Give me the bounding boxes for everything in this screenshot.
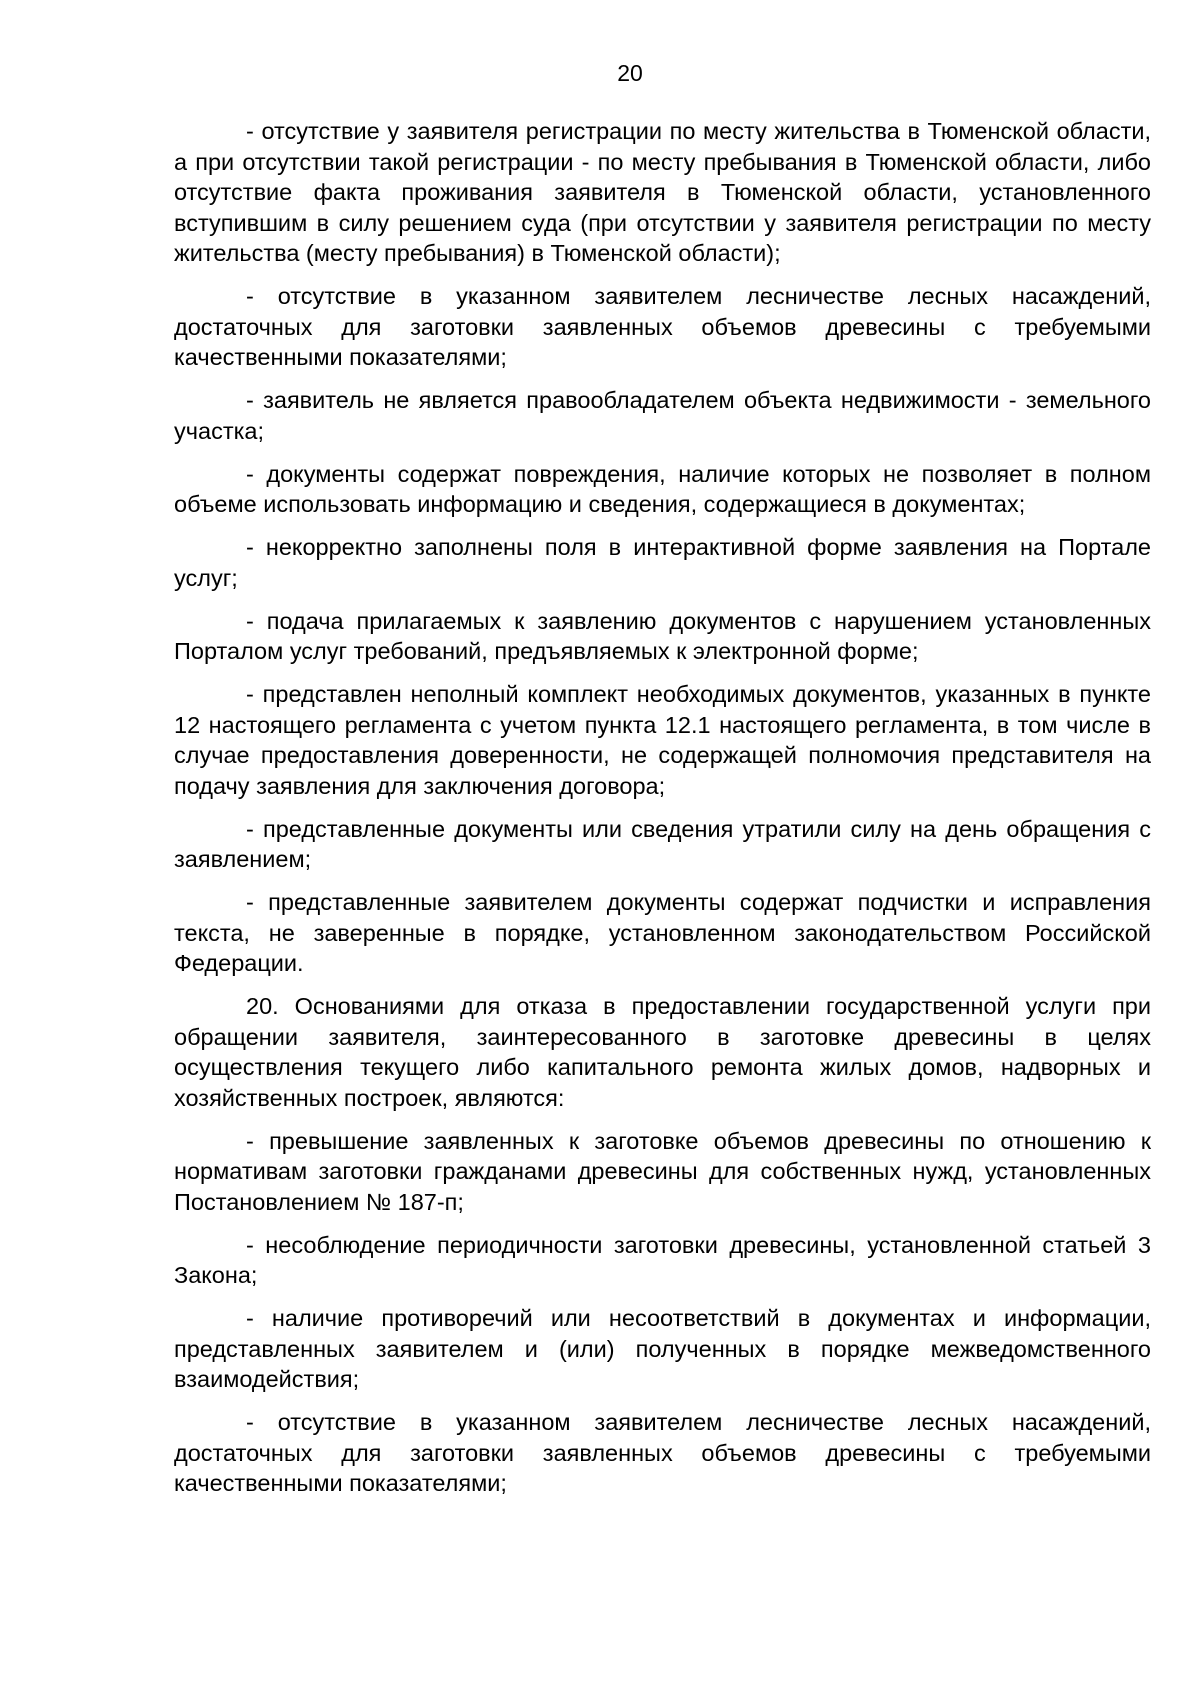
paragraph-altered-documents: - представленные заявителем документы содержат подчистки и исправления текста, не заверенные в порядке, установленном законодательством Российской Федерации. [174,889,1151,976]
paragraph-no-forest-stands: - отсутствие в указанном заявителем лесничестве лесных насаждений, достаточных для заготовки заявленных объемов древесины с требуемыми качественными показателями; [174,283,1151,370]
paragraph-format-violation: - подача прилагаемых к заявлению документов с нарушением установленных Порталом услуг требований, предъявляемых к электронной форме; [174,607,1151,664]
paragraph-contradictions: - наличие противоречий или несоответствий в документах и информации, представленных заявителем и (или) полученных в порядке межведомственного взаимодействия; [174,1305,1151,1392]
paragraph-no-forest-stands-repeat: - отсутствие в указанном заявителем лесничестве лесных насаждений, достаточных для заготовки заявленных объемов древесины с требуемыми качественными показателями; [174,1409,1151,1496]
paragraph-not-rights-holder: - заявитель не является правообладателем объекта недвижимости - земельного участка; [174,387,1151,444]
paragraph-incomplete-documents: - представлен неполный комплект необходимых документов, указанных в пункте 12 настоящего регламента с учетом пункта 12.1 настоящего регламента, в том числе в случае предоставления доверенности, не содержащей полномочия представителя на подачу заявления для заключения договора; [174,681,1151,799]
page-number: 20 [617,60,643,86]
paragraph-section-20: 20. Основаниями для отказа в предоставлении государственной услуги при обращении заявителя, заинтересованного в заготовке древесины в целях осуществления текущего либо капитального ремонта жилых домов, надворных и хозяйственных построек, являются: [174,993,1151,1111]
paragraph-incorrect-form-fields: - некорректно заполнены поля в интерактивной форме заявления на Портале услуг; [174,534,1151,591]
document-body [174,116,1151,1511]
paragraph-no-registration: - отсутствие у заявителя регистрации по месту жительства в Тюменской области, а при отсутствии такой регистрации - по месту пребывания в Тюменской области, либо отсутствие факта проживания заявителя в Тюменской области, установленного вступившим в силу решением суда (при отсутствии у заявителя регистрации по месту жительства (месту пребывания) в Тюменской области); [174,118,1151,266]
paragraph-volume-excess: - превышение заявленных к заготовке объемов древесины по отношению к нормативам заготовки гражданами древесины для собственных нужд, установленных Постановлением № 187-п; [174,1127,1151,1215]
paragraph-damaged-documents: - документы содержат повреждения, наличие которых не позволяет в полном объеме использовать информацию и сведения, содержащиеся в документах; [174,460,1151,517]
paragraph-expired-documents: - представленные документы или сведения утратили силу на день обращения с заявлением; [174,815,1151,872]
paragraph-periodicity-violation: - несоблюдение периодичности заготовки древесины, установленной статьей 3 Закона; [174,1231,1151,1288]
